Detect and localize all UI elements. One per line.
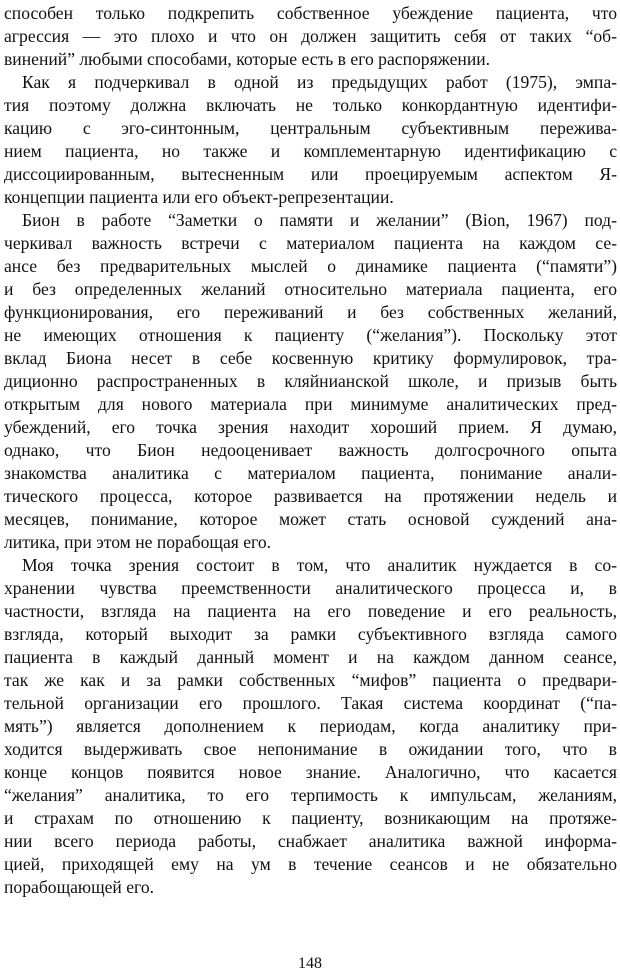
text-line: открытым для нового материала при минимуме аналитических пред- [4,394,617,414]
text-line: функционирования, его переживаний и без собственных желаний, [4,302,617,322]
text-line: пациента в каждый данный момент и на каждом данном сеансе, [4,647,617,667]
text-line: черкивал важность встречи с материалом пациента на каждом се- [4,233,617,253]
text-line: и страхам по отношению к пациенту, возникающим на протяже- [4,808,617,828]
text-line: литика, при этом не порабощая его. [4,532,272,552]
text-line: так же как и за рамки собственных “мифов” пациента о предвари- [4,670,617,690]
text-line: мять”) является дополнением к периодам, когда аналитику при- [4,716,617,736]
text-line: Моя точка зрения состоит в том, что аналитик нуждается в со- [22,555,617,575]
text-line: Как я подчеркивал в одной из предыдущих работ (1975), эмпа- [22,72,617,92]
page-number: 148 [298,955,322,972]
text-line: способен только подкрепить собственное убеждение пациента, что [4,3,617,23]
text-line: нием пациента, но также и комплементарную идентификацию с [4,141,617,161]
text-line: цией, приходящей ему на ум в течение сеансов и не обязательно [4,854,617,874]
text-line: и без определенных желаний относительно материала пациента, его [4,279,617,299]
text-line: однако, что Бион недооценивает важность долгосрочного опыта [4,440,617,460]
text-line: диссоциированным, вытесненным или проецируемым аспектом Я- [4,164,617,184]
text-line: взгляда, который выходит за рамки субъективного взгляда самого [4,624,617,644]
text-line: порабощающей его. [4,877,155,897]
text-line: тического процесса, которое развивается на протяжении недель и [4,486,617,506]
text-line: частности, взгляда на пациента на его поведение и его реальность, [4,601,617,621]
text-line: Бион в работе “Заметки о памяти и желании” (Bion, 1967) под- [22,210,617,230]
text-line: ансе без предварительных мыслей о динамике пациента (“памяти”) [4,256,617,276]
text-line: тельной организации его прошлого. Такая система координат (“па- [4,693,617,713]
text-line: “желания” аналитика, то его терпимость к импульсам, желаниям, [4,785,617,805]
text-line: знакомства аналитика с материалом пациента, понимание анали- [4,463,617,483]
text-line: убеждений, его точка зрения находит хороший прием. Я думаю, [4,417,617,437]
text-line: не имеющих отношения к пациенту (“желания”). Поскольку этот [4,325,617,345]
text-line: конце концов появится новое знание. Аналогично, что касается [4,762,617,782]
text-line: ходится выдерживать свое непонимание в ожидании того, что в [4,739,617,759]
text-line: хранении чувства преемственности аналитического процесса и, в [4,578,617,598]
text-line: месяцев, понимание, которое может стать основой суждений ана- [4,509,617,529]
text-line: винений” любыми способами, которые есть в его распоряжении. [4,49,491,69]
text-line: нии всего периода работы, снабжает аналитика важной информа- [4,831,617,851]
text-line: диционно распространенных в кляйнианской школе, и призыв быть [4,371,617,391]
text-line: вклад Биона несет в себе косвенную критику формулировок, тра- [4,348,617,368]
text-line: агрессия — это плохо и что он должен защитить себя от таких “об- [4,26,617,46]
text-line: кацию с эго-синтонным, центральным субъективным пережива- [4,118,617,138]
text-line: тия поэтому должна включать не только конкордантную идентифи- [4,95,617,115]
text-line: концепции пациента или его объект-репрезентации. [4,187,394,207]
